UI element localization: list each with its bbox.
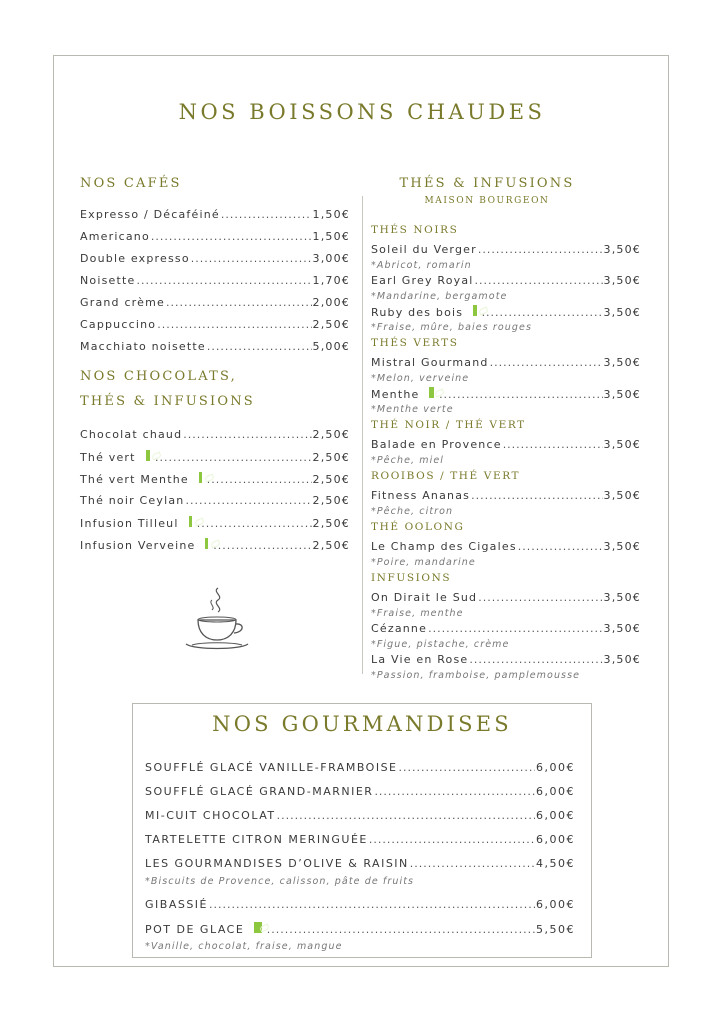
gourmandise-item: SOUFFLÉ GLACÉ VANILLE-FRAMBOISE ..... 6,00€ (145, 761, 575, 776)
column-divider (362, 196, 363, 674)
bio-leaf-icon (205, 538, 208, 549)
the-desc: *Menthe verte (371, 404, 454, 415)
gourmandises-title: NOS GOURMANDISES (212, 712, 512, 736)
coffee-cup-icon (182, 586, 252, 658)
the-item: Fitness Ananas ..... 3,50€ (371, 489, 641, 504)
the-desc: *Pêche, miel (371, 455, 445, 466)
the-desc: *Passion, framboise, pamplemousse (371, 670, 581, 681)
bio-leaf-icon (189, 516, 192, 527)
chocolat-item: Thé noir Ceylan ..... 2,50€ (80, 494, 350, 509)
chocolat-item: Infusion Tilleul ..... 2,50€ (80, 516, 350, 531)
gourmandise-item: TARTELETTE CITRON MERINGUÉE ..... 6,00€ (145, 833, 575, 848)
gourmandise-item: LES GOURMANDISES D’OLIVE & RAISIN ..... 4,50€ (145, 857, 575, 872)
chocolat-item: Infusion Verveine ..... 2,50€ (80, 538, 350, 553)
group-title: INFUSIONS (371, 572, 452, 584)
cafe-item: Expresso / Décaféiné ..... 1,50€ (80, 208, 350, 223)
group-title: THÉS VERTS (371, 337, 459, 349)
the-item: Menthe ..... 3,50€ (371, 387, 641, 402)
bio-leaf-icon (473, 305, 476, 316)
chocolat-item: Thé vert Menthe ..... 2,50€ (80, 472, 350, 487)
cafe-item: Cappuccino ..... 2,50€ (80, 318, 350, 333)
bio-leaf-icon (429, 387, 434, 398)
the-item: On Dirait le Sud ..... 3,50€ (371, 591, 641, 606)
the-desc: *Abricot, romarin (371, 260, 472, 271)
gourmandises-box (132, 703, 592, 958)
gourmandise-item: GIBASSIÉ ..... 6,00€ (145, 898, 575, 913)
chocolat-item: Chocolat chaud ..... 2,50€ (80, 428, 350, 443)
bio-leaf-icon (146, 450, 150, 461)
cafe-item: Noisette ..... 1,70€ (80, 274, 350, 289)
gourmandise-item: POT DE GLACE ..... 5,50€ (145, 922, 575, 937)
cafe-item: Macchiato noisette ..... 5,00€ (80, 340, 350, 355)
the-item: Soleil du Verger ..... 3,50€ (371, 243, 641, 258)
the-desc: *Mandarine, bergamote (371, 291, 508, 302)
the-item: Cézanne ..... 3,50€ (371, 622, 641, 637)
thes-subtitle: MAISON BOURGEON (424, 196, 550, 206)
bio-leaf-icon (254, 922, 262, 933)
the-desc: *Fraise, menthe (371, 608, 464, 619)
cafe-item: Grand crème ..... 2,00€ (80, 296, 350, 311)
group-title: THÉS NOIRS (371, 224, 459, 236)
page-title: NOS BOISSONS CHAUDES (178, 100, 546, 124)
gourmandise-item: SOUFFLÉ GLACÉ GRAND-MARNIER ..... 6,00€ (145, 785, 575, 800)
cafes-title: NOS CAFÉS (80, 176, 182, 191)
bio-leaf-icon (199, 472, 202, 483)
the-item: Ruby des bois ..... 3,50€ (371, 305, 641, 320)
chocolat-item: Thé vert ..... 2,50€ (80, 450, 350, 465)
chocolats-title-line2: THÉS & INFUSIONS (80, 394, 255, 409)
the-desc: *Melon, verveine (371, 373, 470, 384)
the-item: Balade en Provence ..... 3,50€ (371, 438, 641, 453)
the-item: Mistral Gourmand ..... 3,50€ (371, 356, 641, 371)
cafe-item: Americano ..... 1,50€ (80, 230, 350, 245)
group-title: THÉ OOLONG (371, 521, 465, 533)
the-desc: *Fraise, mûre, baies rouges (371, 322, 533, 333)
group-title: THÉ NOIR / THÉ VERT (371, 419, 526, 431)
gourmandise-item: MI-CUIT CHOCOLAT ..... 6,00€ (145, 809, 575, 824)
cafe-item: Double expresso ..... 3,00€ (80, 252, 350, 267)
the-desc: *Figue, pistache, crème (371, 639, 510, 650)
the-item: Le Champ des Cigales ..... 3,50€ (371, 540, 641, 555)
the-desc: *Pêche, citron (371, 506, 454, 517)
the-item: La Vie en Rose ..... 3,50€ (371, 653, 641, 668)
group-title: ROOIBOS / THÉ VERT (371, 470, 521, 482)
gourmandise-desc: *Biscuits de Provence, calisson, pâte de fruits (145, 876, 415, 887)
the-item: Earl Grey Royal ..... 3,50€ (371, 274, 641, 289)
chocolats-title-line1: NOS CHOCOLATS, (80, 369, 237, 384)
the-desc: *Poire, mandarine (371, 557, 476, 568)
gourmandise-desc: *Vanille, chocolat, fraise, mangue (145, 941, 343, 952)
thes-title: THÉS & INFUSIONS (399, 176, 575, 191)
